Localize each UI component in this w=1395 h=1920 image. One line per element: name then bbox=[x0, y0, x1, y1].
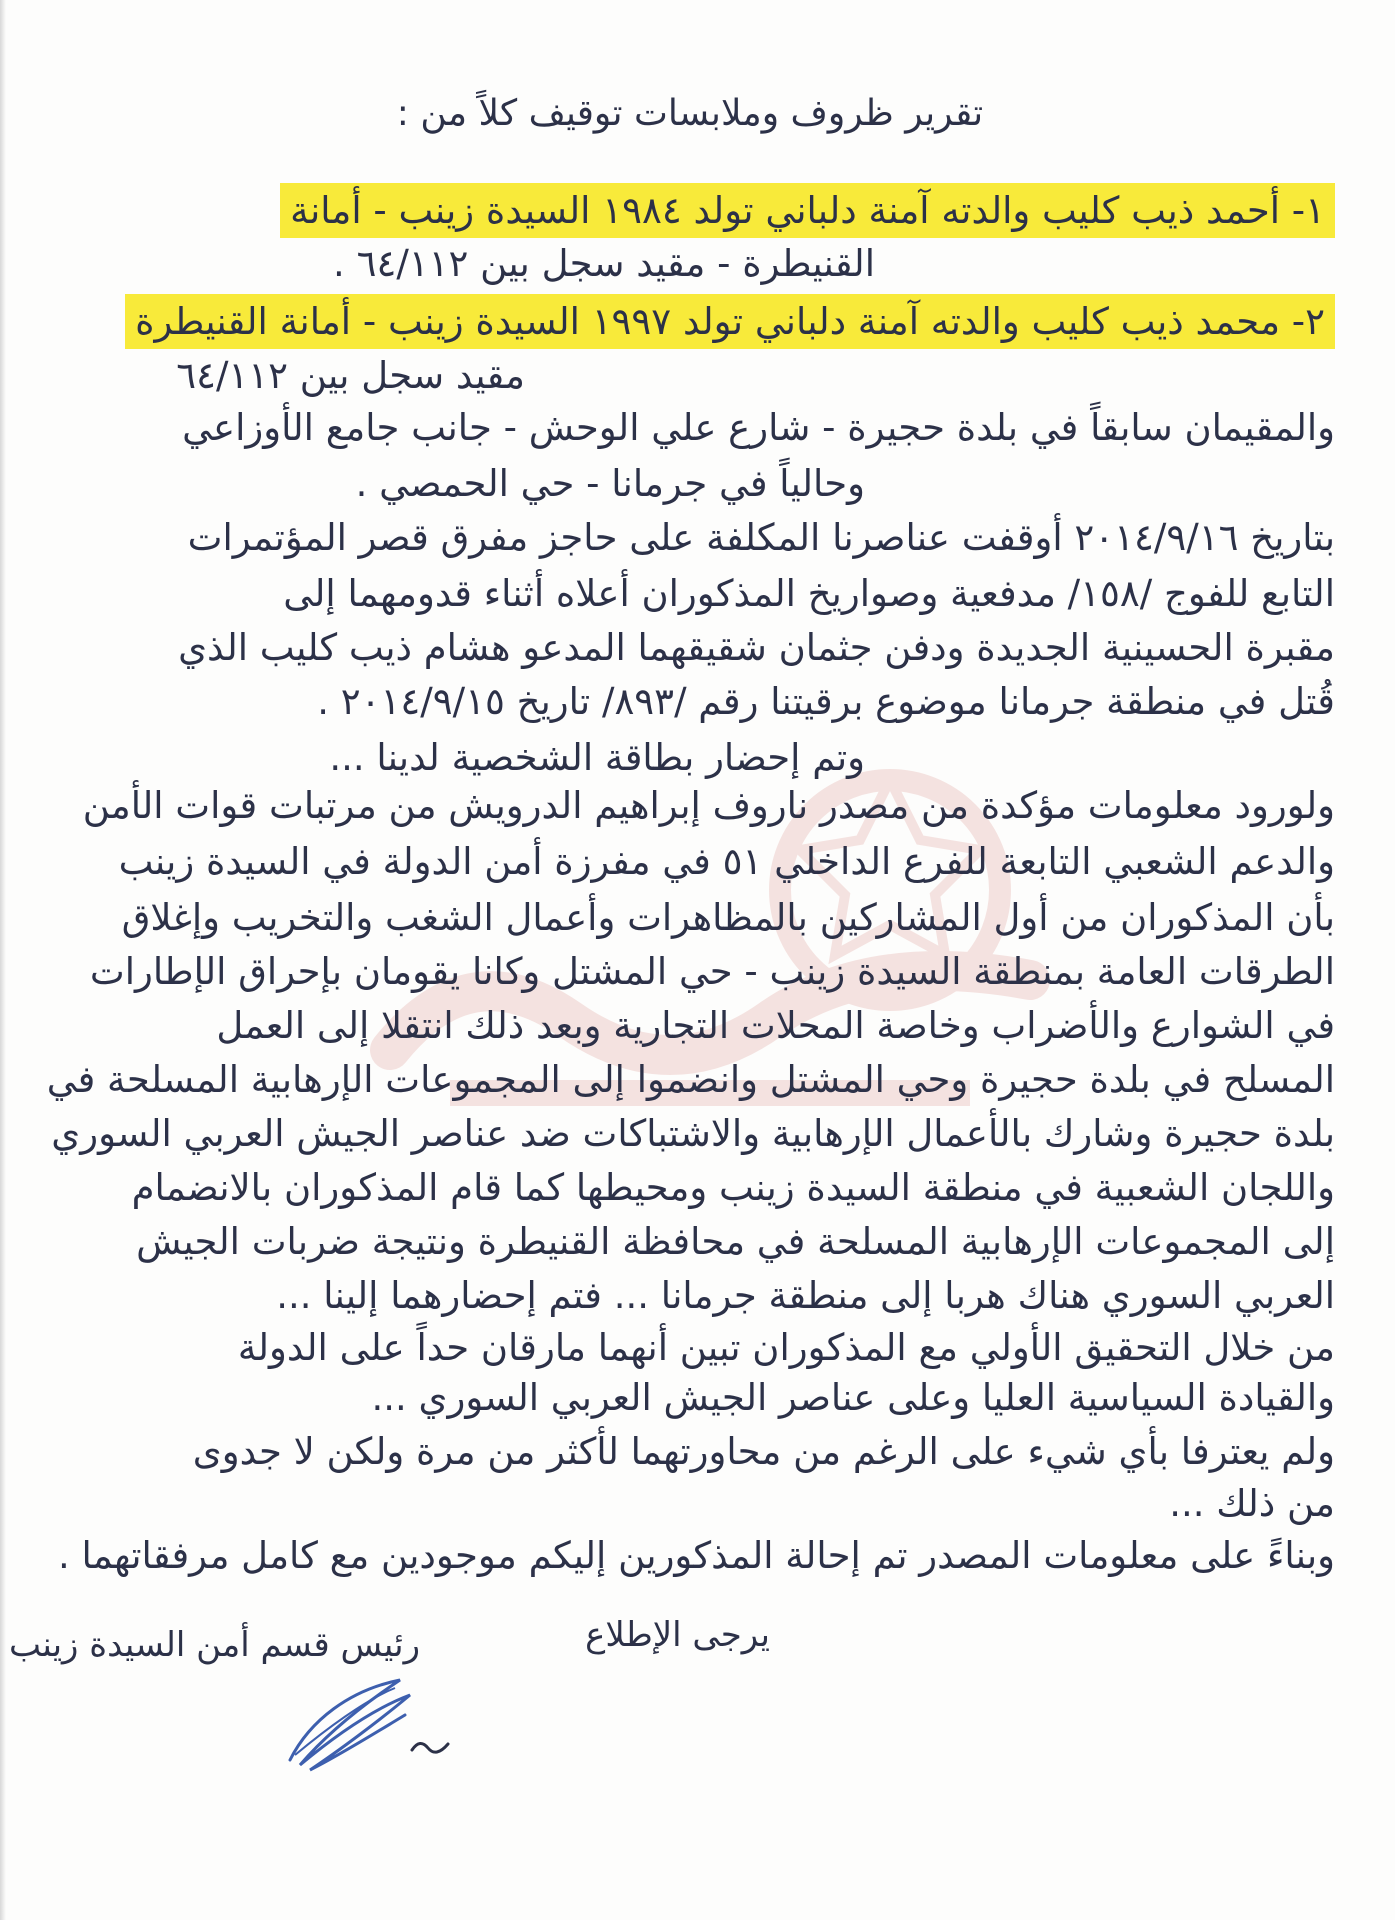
signatory-title: رئيس قسم أمن السيدة زينب bbox=[8, 1625, 420, 1665]
text-line: بأن المذكوران من أول المشاركين بالمظاهرات وأعمال الشغب والتخريب وإغلاق bbox=[121, 896, 1335, 939]
signature-tail bbox=[410, 1730, 450, 1760]
document-title: تقرير ظروف وملابسات توقيف كلاً من : bbox=[396, 93, 984, 134]
text-line: والمقيمان سابقاً في بلدة حجيرة - شارع علي الوحش - جانب جامع الأوزاعي bbox=[182, 406, 1335, 449]
text-line: الطرقات العامة بمنطقة السيدة زينب - حي المشتل وكانا يقومان بإحراق الإطارات bbox=[89, 950, 1335, 993]
text-line: مقيد سجل بين ٦٤/١١٢ bbox=[176, 354, 525, 397]
text-line: وحالياً في جرمانا - حي الحمصي . bbox=[355, 462, 865, 505]
text-line: من خلال التحقيق الأولي مع المذكوران تبين أنهما مارقان حداً على الدولة bbox=[237, 1326, 1335, 1369]
text-line: في الشوارع والأضراب وخاصة المحلات التجارية وبعد ذلك انتقلا إلى العمل bbox=[216, 1004, 1335, 1047]
text-line: قُتل في منطقة جرمانا موضوع برقيتنا رقم /٨٩٣/ تاريخ ٢٠١٤/٩/١٥ . bbox=[317, 680, 1335, 723]
text-line: العربي السوري هناك هربا إلى منطقة جرمانا ... فتم إحضارهما إلينا ... bbox=[276, 1274, 1335, 1317]
highlighted-line-1 bbox=[280, 185, 1335, 237]
text-line: ولم يعترفا بأي شيء على الرغم من محاورتهما لأكثر من مرة ولكن لا جدوى bbox=[192, 1430, 1335, 1473]
signature-scribble bbox=[270, 1660, 420, 1780]
text-line: من ذلك ... bbox=[1169, 1482, 1335, 1525]
text-line: بتاريخ ٢٠١٤/٩/١٦ أوقفت عناصرنا المكلفة على حاجز مفرق قصر المؤتمرات bbox=[187, 516, 1335, 559]
text-line: ولورود معلومات مؤكدة من مصدر ناروف إبراهيم الدرويش من مرتبات قوات الأمن bbox=[82, 784, 1335, 827]
highlighted-line-2 bbox=[125, 296, 1335, 348]
text-line: التابع للفوج /١٥٨/ مدفعية وصواريخ المذكوران أعلاه أثناء قدومهما إلى bbox=[283, 572, 1335, 615]
text-line: وتم إحضار بطاقة الشخصية لدينا ... bbox=[329, 736, 865, 779]
text-line: المسلح في بلدة حجيرة وحي المشتل وانضموا إلى المجموعات الإرهابية المسلحة في bbox=[46, 1058, 1335, 1101]
scan-edge bbox=[0, 0, 6, 1920]
text-line: إلى المجموعات الإرهابية المسلحة في محافظة القنيطرة ونتيجة ضربات الجيش bbox=[136, 1220, 1335, 1263]
text-line: والقيادة السياسية العليا وعلى عناصر الجيش العربي السوري ... bbox=[371, 1376, 1335, 1419]
text-line: واللجان الشعبية في منطقة السيدة زينب ومحيطها كما قام المذكوران بالانضمام bbox=[131, 1166, 1335, 1209]
highlight-mark-2: ٢- محمد ذيب كليب والدته آمنة دلباني تولد ١٩٩٧ السيدة زينب - أمانة القنيطرة bbox=[125, 294, 1335, 349]
text-line: وبناءً على معلومات المصدر تم إحالة المذكورين إليكم موجودين مع كامل مرفقاتهما . bbox=[57, 1534, 1335, 1577]
text-line: والدعم الشعبي التابعة للفرع الداخلي ٥١ في مفرزة أمن الدولة في السيدة زينب bbox=[118, 840, 1335, 883]
closing-note: يرجى الإطلاع bbox=[585, 1615, 770, 1655]
text-line: بلدة حجيرة وشارك بالأعمال الإرهابية والاشتباكات ضد عناصر الجيش العربي السوري bbox=[51, 1112, 1335, 1155]
highlight-mark-1: ١- أحمد ذيب كليب والدته آمنة دلباني تولد ١٩٨٤ السيدة زينب - أمانة bbox=[280, 183, 1335, 238]
text-line: مقبرة الحسينية الجديدة ودفن جثمان شقيقهما المدعو هشام ذيب كليب الذي bbox=[178, 626, 1335, 669]
text-line: القنيطرة - مقيد سجل بين ٦٤/١١٢ . bbox=[333, 242, 875, 285]
